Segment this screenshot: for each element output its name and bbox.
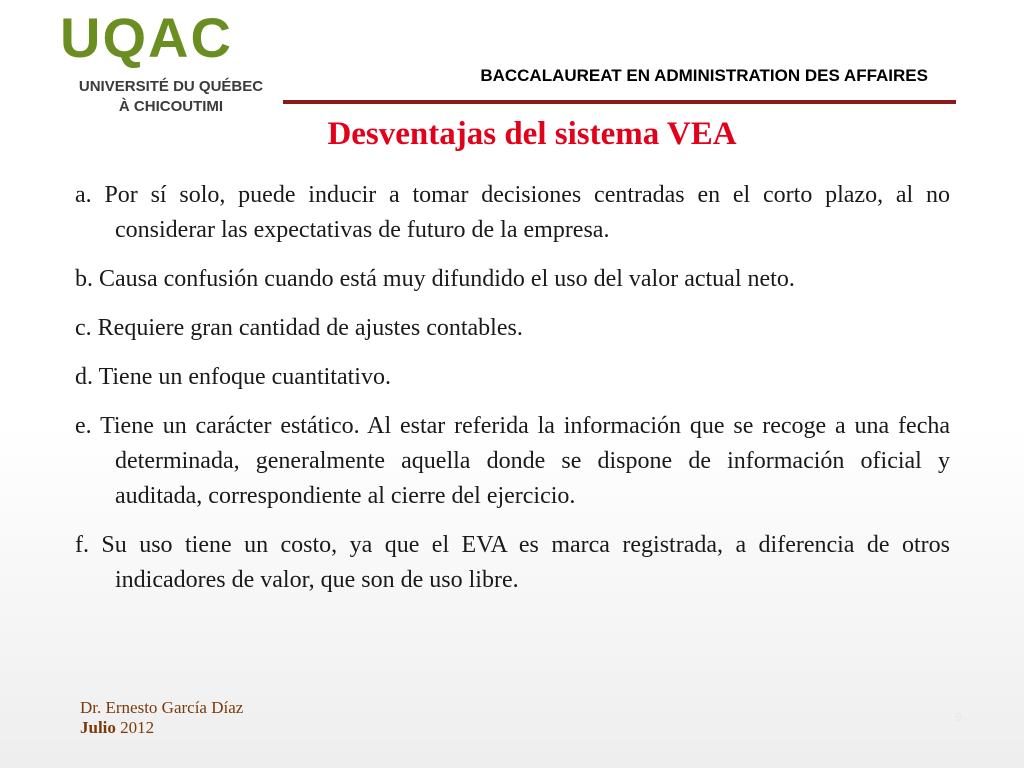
list-item-d: d. Tiene un enfoque cuantitativo. [75, 364, 391, 390]
logo-line-1: UNIVERSITÉ DU QUÉBEC [78, 78, 264, 95]
list-item-e: e. Tiene un carácter estático. Al estar referida la información que se recoge a una fecha determinada, generalmente aquella donde se dispone de información oficial y auditada, correspondiente al cierre del ejercicio. [75, 413, 950, 509]
footer-year: 2012 [120, 718, 155, 737]
page-number: 9 [955, 710, 962, 724]
disadvantages-list [75, 178, 950, 612]
footer-date [80, 718, 154, 738]
list-item-a: a. Por sí solo, puede inducir a tomar decisiones centradas en el corto plazo, al no considerar las expectativas de futuro de la empresa. [75, 182, 950, 243]
list-item-b: b. Causa confusión cuando está muy difundido el uso del valor actual neto. [75, 266, 795, 292]
program-name: BACCALAUREAT EN ADMINISTRATION DES AFFAIRES [480, 66, 928, 85]
footer-author: Dr. Ernesto García Díaz [80, 698, 244, 717]
list-item-c: c. Requiere gran cantidad de ajustes contables. [75, 315, 523, 341]
logo-wordmark: UQAC [60, 6, 233, 69]
list-item-f: f. Su uso tiene un costo, ya que el EVA es marca registrada, a diferencia de otros indicadores de valor, que son de uso libre. [75, 532, 950, 593]
slide-title: Desventajas del sistema VEA [327, 116, 737, 152]
uqac-logo [60, 6, 282, 120]
logo-line-2: À CHICOUTIMI [118, 98, 224, 115]
footer-month: Julio [80, 718, 116, 737]
header-divider [283, 100, 956, 104]
